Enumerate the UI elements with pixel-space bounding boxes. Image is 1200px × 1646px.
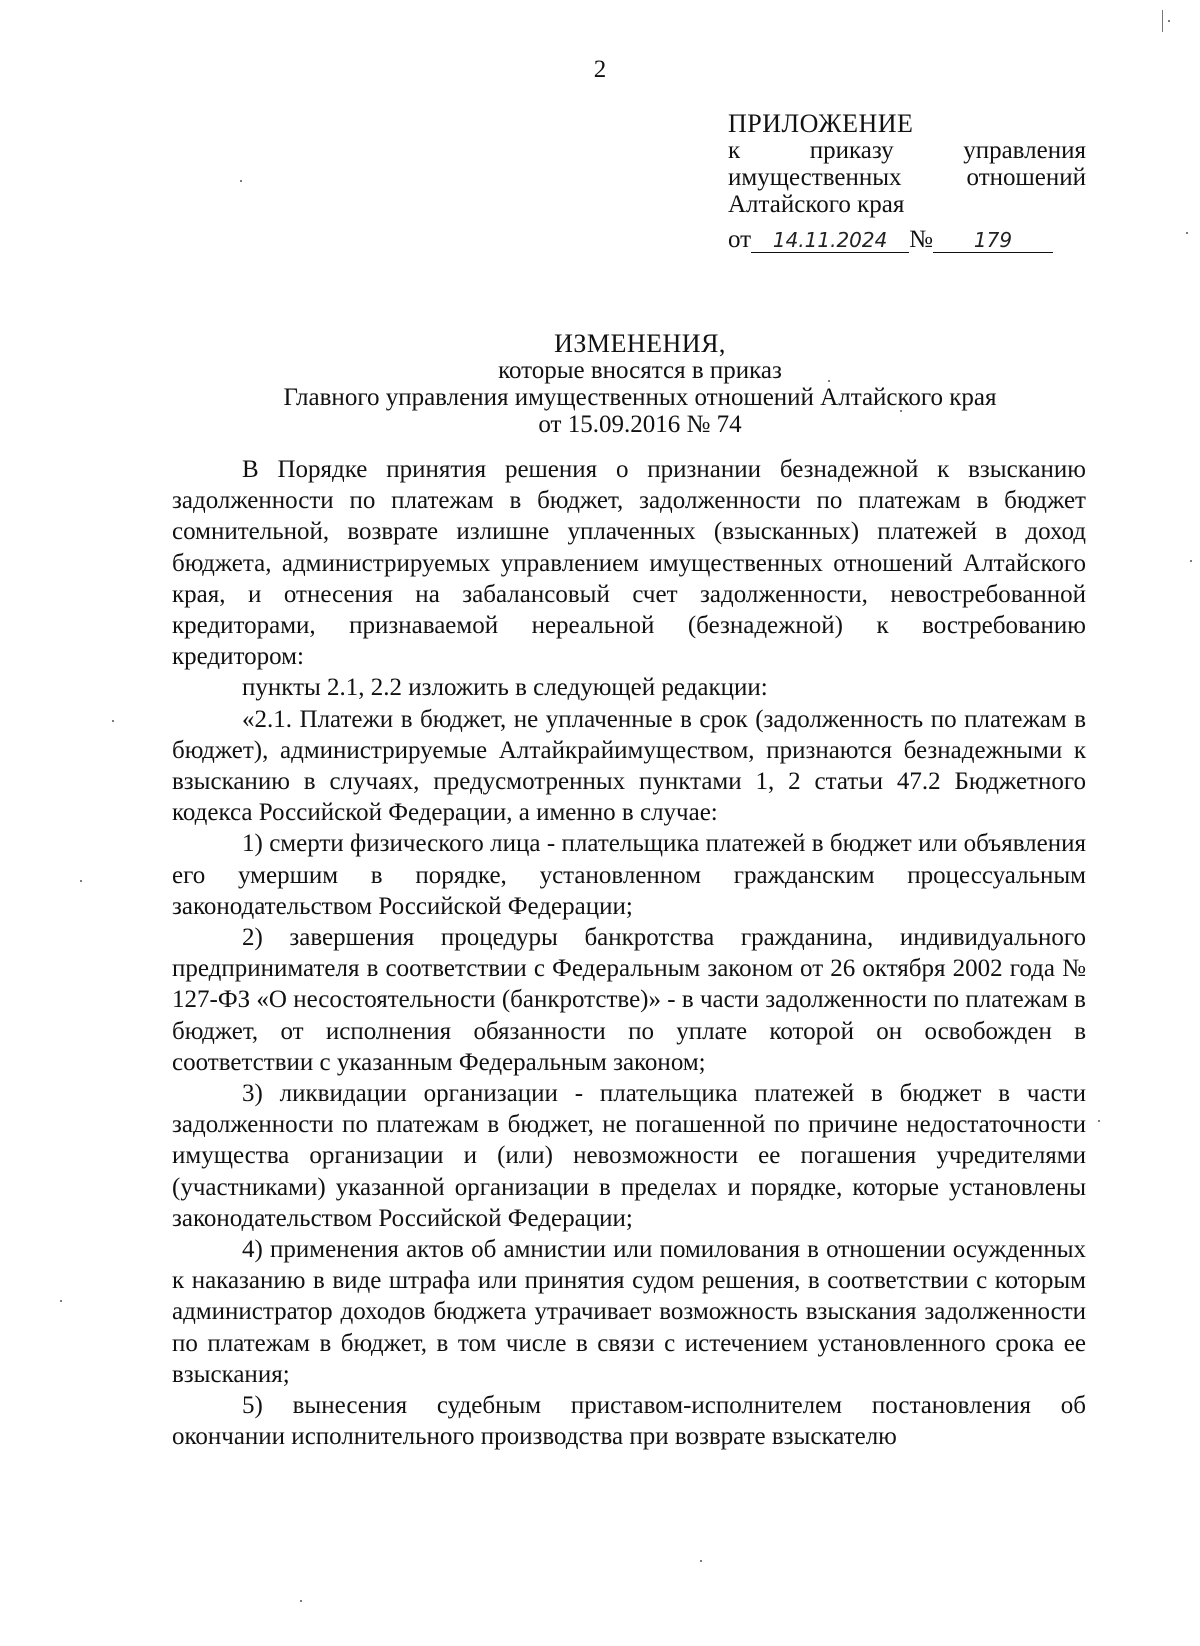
- paragraph-item-5: 5) вынесения судебным приставом-исполнителем постановления об окончании исполнительного производства при возврате взыскателю: [172, 1392, 1086, 1451]
- appendix-title: ПРИЛОЖЕНИЕ: [728, 109, 914, 138]
- paragraph-item-2: 2) завершения процедуры банкротства гражданина, индивидуального предпринимателя в соответствии с Федеральным законом от 26 октября 2002 года № 127-ФЗ «О несостоятельности (банкротстве)» - в части задолженности по платежам в бюджет, от исполнения обязанности по уплате которой он освобожден в соответствии с указанным Федеральным законом;: [172, 924, 1086, 1076]
- paragraph-points: пункты 2.1, 2.2 изложить в следующей редакции:: [242, 674, 768, 702]
- paragraph-item-4: 4) применения актов об амнистии или помилования в отношении осужденных к наказанию в виде штрафа или принятия судом решения, в соответствии с которым администратор доходов бюджета утрачивает возможность взыскания задолженности по платежам в бюджет, в том числе в связи с истечением установленного срока ее взыскания;: [172, 1236, 1086, 1388]
- paragraph-item-1: 1) смерти физического лица - плательщика платежей в бюджет или объявления его умершим в порядке, установленном гражданским процессуальным законодательством Российской Федерации;: [172, 830, 1086, 920]
- heading-line-2: Главного управления имущественных отношений Алтайского края: [283, 384, 997, 411]
- page-number: 2: [593, 56, 607, 83]
- number-sign: №: [909, 226, 933, 253]
- document-body: [172, 454, 1086, 1453]
- paragraph-intro: В Порядке принятия решения о признании безнадежной к взысканию задолженности по платежам в бюджет, задолженности по платежам в бюджет сомнительной, возврате излишне уплаченных (взысканных) платежей в доход бюджета, администрируемых управлением имущественных отношений Алтайского края, и отнесения на забалансовый счет задолженности, невостребованной кредиторами, признаваемой нереальной (безнадежной) к востребованию кредитором:: [172, 456, 1086, 671]
- appendix-date-line: [728, 226, 1086, 253]
- heading-line-1: которые вносятся в приказ: [498, 357, 782, 384]
- paragraph-2-1: «2.1. Платежи в бюджет, не уплаченные в срок (задолженность по платежам в бюджет), администрируемые Алтайкрайимуществом, признаются безнадежными к взысканию в случаях, предусмотренных пунктами 1, 2 статьи 47.2 Бюджетного кодекса Российской Федерации, а именно в случае:: [172, 705, 1086, 827]
- heading-title: ИЗМЕНЕНИЯ,: [554, 329, 726, 358]
- heading-line-3: от 15.09.2016 № 74: [538, 411, 742, 438]
- handwritten-number: 179: [933, 228, 1053, 253]
- handwritten-date: 14.11.2024: [751, 228, 909, 253]
- document-heading: [160, 330, 1120, 438]
- date-prefix: от: [728, 226, 752, 253]
- scan-edge-mark: [1162, 10, 1163, 32]
- appendix-line-1: к приказу управления: [728, 137, 1086, 164]
- appendix-line-3: Алтайского края: [728, 191, 905, 218]
- appendix-block: [728, 110, 1086, 253]
- appendix-line-2: имущественных отношений: [728, 164, 1086, 191]
- paragraph-item-3: 3) ликвидации организации - плательщика платежей в бюджет в части задолженности по платежам в бюджет, не погашенной по причине недостаточности имущества организации и (или) невозможности ее погашения учредителями (участниками) указанной организации в пределах и порядке, которые установлены законодательством Российской Федерации;: [172, 1080, 1086, 1232]
